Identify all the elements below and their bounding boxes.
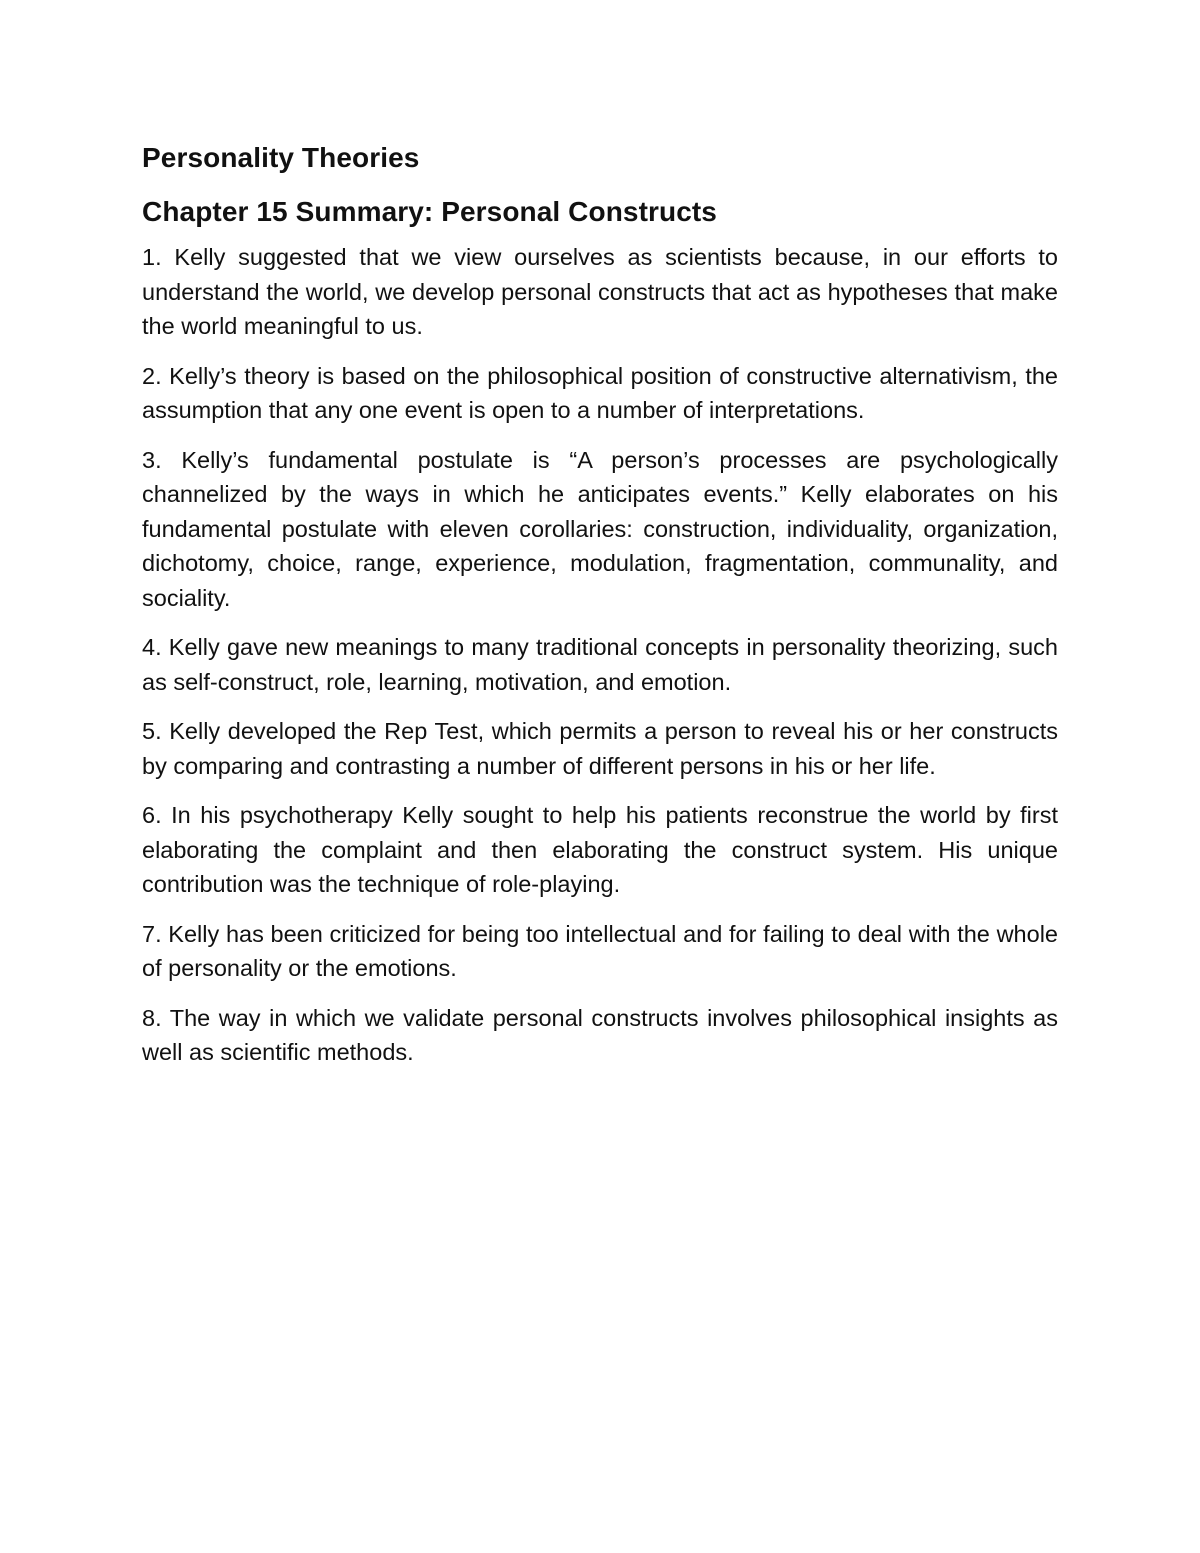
chapter-heading: Chapter 15 Summary: Personal Constructs — [142, 196, 717, 227]
document-page — [142, 138, 1058, 1085]
summary-point-1: 1. Kelly suggested that we view ourselves as scientists because, in our efforts to understand the world, we develop personal constructs that act as hypotheses that make the world meaningful to us. — [142, 244, 1058, 339]
summary-point-5: 5. Kelly developed the Rep Test, which permits a person to reveal his or her constructs by comparing and contrasting a number of different persons in his or her life. — [142, 718, 1058, 779]
summary-point-3: 3. Kelly’s fundamental postulate is “A person’s processes are psychologically channelized by the ways in which he anticipates events.” Kelly elaborates on his fundamental postulate with eleven corollaries: construction, individuality, organization, dichotomy, choice, range, experience, modulation, fragmentation, communality, and sociality. — [142, 446, 1058, 611]
summary-point-2: 2. Kelly’s theory is based on the philosophical position of constructive alternativism, the assumption that any one event is open to a number of interpretations. — [142, 362, 1058, 423]
summary-point-8: 8. The way in which we validate personal constructs involves philosophical insights as well as scientific methods. — [142, 1004, 1058, 1065]
summary-point-6: 6. In his psychotherapy Kelly sought to help his patients reconstrue the world by first elaborating the complaint and then elaborating the construct system. His unique contribution was the technique of role-playing. — [142, 802, 1058, 897]
document-title: Personality Theories — [142, 142, 420, 173]
summary-point-7: 7. Kelly has been criticized for being too intellectual and for failing to deal with the whole of personality or the emotions. — [142, 920, 1058, 981]
summary-point-4: 4. Kelly gave new meanings to many traditional concepts in personality theorizing, such as self-construct, role, learning, motivation, and emotion. — [142, 634, 1058, 695]
